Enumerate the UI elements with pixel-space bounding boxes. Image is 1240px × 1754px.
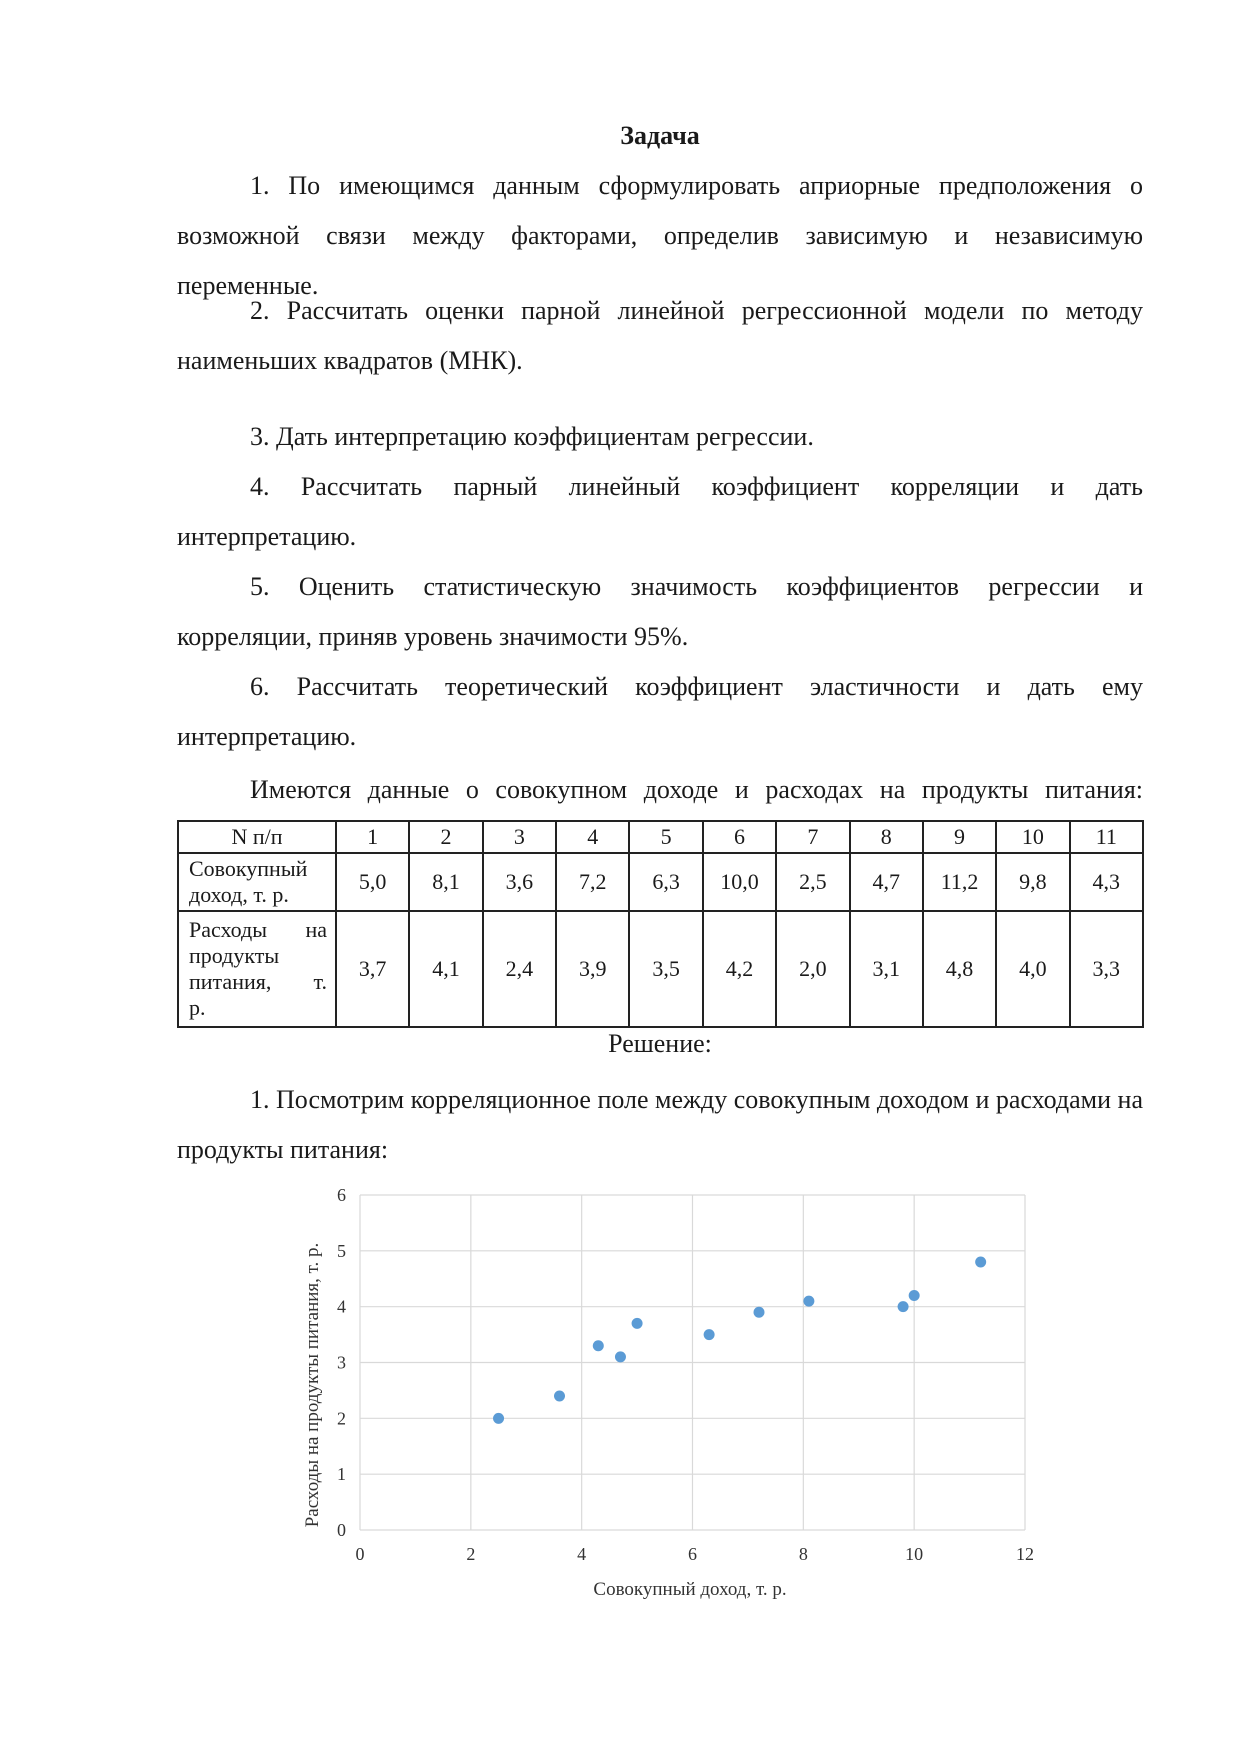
- task-heading: Задача: [620, 121, 700, 150]
- table-cell: 3,5: [629, 911, 702, 1027]
- scatter-point: [615, 1351, 626, 1362]
- data-intro: Имеются данные о совокупном доходе и расходах на продукты питания:: [250, 775, 1143, 804]
- y-tick-label: 4: [337, 1296, 346, 1317]
- scatter-point: [754, 1307, 765, 1318]
- y-tick-label: 2: [337, 1408, 346, 1429]
- table-col-number: 10: [996, 821, 1069, 853]
- chart-grid: [360, 1195, 1025, 1530]
- table-cell: 4,1: [409, 911, 482, 1027]
- table-cell: 4,0: [996, 911, 1069, 1027]
- task-item-2: 2. Рассчитать оценки парной линейной регрессионной модели по методу наименьших квадратов (МНК).: [177, 296, 1143, 375]
- table-row-income: [178, 853, 1143, 911]
- table-row-expenses: [178, 911, 1143, 1027]
- table-cell: 3,6: [483, 853, 556, 911]
- table-header-label: N п/п: [178, 821, 336, 853]
- row-label-line: Совокупный: [189, 856, 308, 881]
- row-label-line: питания, т.: [189, 969, 327, 994]
- row-label-line: Расходы на: [189, 917, 327, 942]
- table-col-number: 6: [703, 821, 776, 853]
- row-label-line: продукты: [189, 943, 280, 968]
- table-cell: 3,9: [556, 911, 629, 1027]
- y-tick-label: 3: [337, 1352, 346, 1373]
- task-item-1: 1. По имеющимся данным сформулировать априорные предположения о возможной связи между факторами, определив зависимую и независимую переменные.: [177, 171, 1143, 300]
- y-tick-label: 0: [337, 1520, 346, 1540]
- table-col-number: 7: [776, 821, 849, 853]
- table-cell: 3,1: [850, 911, 923, 1027]
- x-tick-label: 12: [1016, 1544, 1034, 1564]
- y-tick-label: 1: [337, 1464, 346, 1485]
- table-cell: 2,0: [776, 911, 849, 1027]
- table-col-number: 3: [483, 821, 556, 853]
- table-col-number: 11: [1070, 821, 1143, 853]
- x-tick-label: 2: [466, 1544, 476, 1564]
- scatter-point: [493, 1413, 504, 1424]
- scatter-point: [704, 1329, 715, 1340]
- table-cell: 2,4: [483, 911, 556, 1027]
- solution-step-1: 1. Посмотрим корреляционное поле между совокупным доходом и расходами на продукты питания:: [177, 1085, 1143, 1164]
- x-tick-label: 4: [577, 1544, 587, 1564]
- table-cell: 7,2: [556, 853, 629, 911]
- table-cell: 11,2: [923, 853, 996, 911]
- table-col-number: 2: [409, 821, 482, 853]
- task-item-3: 3. Дать интерпретацию коэффициентам регрессии.: [250, 422, 814, 451]
- table-col-number: 9: [923, 821, 996, 853]
- table-col-number: 8: [850, 821, 923, 853]
- scatter-point: [898, 1301, 909, 1312]
- table-row-label: [178, 853, 336, 911]
- task-item-6: 6. Рассчитать теоретический коэффициент эластичности и дать ему интерпретацию.: [177, 672, 1143, 751]
- x-tick-label: 8: [798, 1544, 808, 1564]
- table-cell: 4,3: [1070, 853, 1143, 911]
- task-item-4: 4. Рассчитать парный линейный коэффициент корреляции и дать интерпретацию.: [177, 472, 1143, 551]
- x-axis-label: Совокупный доход, т. р.: [593, 1579, 787, 1600]
- table-cell: 4,2: [703, 911, 776, 1027]
- data-table: [177, 820, 1144, 1028]
- x-tick-label: 10: [905, 1544, 924, 1564]
- scatter-chart: [290, 1175, 1050, 1605]
- table-cell: 9,8: [996, 853, 1069, 911]
- y-tick-label: 5: [337, 1240, 346, 1261]
- table-header-row: [178, 821, 1143, 853]
- solution-heading: Решение:: [608, 1029, 712, 1058]
- table-cell: 6,3: [629, 853, 702, 911]
- scatter-point: [975, 1257, 986, 1268]
- table-cell: 4,8: [923, 911, 996, 1027]
- row-label-line: р.: [189, 995, 206, 1020]
- y-axis-label: Расходы на продукты питания, т. р.: [302, 1242, 323, 1528]
- x-tick-label: 0: [355, 1544, 365, 1564]
- scatter-point: [909, 1290, 920, 1301]
- table-cell: 3,3: [1070, 911, 1143, 1027]
- table-row-label: [178, 911, 336, 1027]
- table-col-number: 4: [556, 821, 629, 853]
- scatter-point: [632, 1318, 643, 1329]
- row-label-line: доход, т. р.: [189, 882, 289, 907]
- table-col-number: 5: [629, 821, 702, 853]
- y-tick-label: 6: [337, 1185, 346, 1205]
- scatter-point: [554, 1391, 565, 1402]
- chart-points: [493, 1257, 986, 1424]
- table-cell: 4,7: [850, 853, 923, 911]
- table-cell: 2,5: [776, 853, 849, 911]
- table-cell: 8,1: [409, 853, 482, 911]
- table-cell: 10,0: [703, 853, 776, 911]
- task-item-5: 5. Оценить статистическую значимость коэффициентов регрессии и корреляции, приняв уровень значимости 95%.: [177, 572, 1143, 651]
- x-tick-label: 6: [688, 1544, 697, 1564]
- table-cell: 3,7: [336, 911, 409, 1027]
- scatter-point: [803, 1296, 814, 1307]
- table-col-number: 1: [336, 821, 409, 853]
- scatter-point: [593, 1340, 604, 1351]
- chart-ticks: [337, 1185, 1034, 1564]
- table-cell: 5,0: [336, 853, 409, 911]
